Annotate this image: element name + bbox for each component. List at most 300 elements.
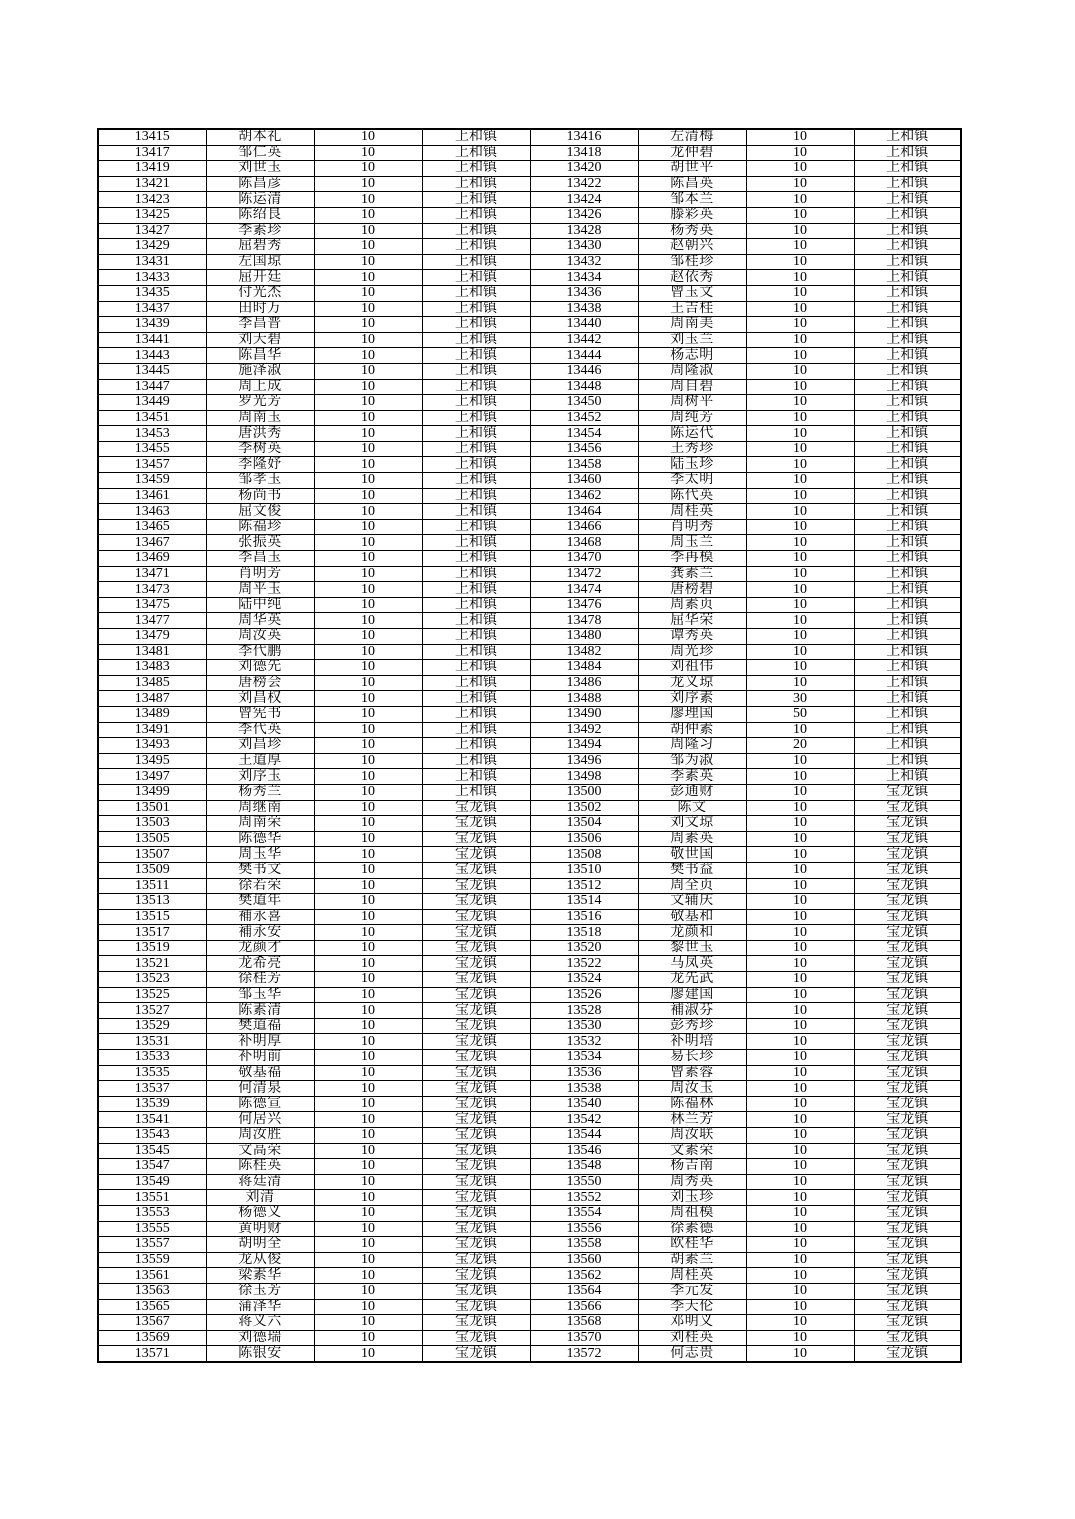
left-id-cell: 13501 — [98, 800, 206, 816]
table-row — [98, 332, 961, 348]
left-id-cell: 13441 — [98, 332, 206, 348]
left-name-cell: 黄明财 — [206, 1221, 314, 1237]
left-name-cell: 龙希亮 — [206, 956, 314, 972]
table-row — [98, 317, 961, 333]
right-name-cell: 周隆淑 — [638, 363, 746, 379]
right-town-cell: 宝龙镇 — [854, 940, 961, 956]
left-id-cell: 13545 — [98, 1143, 206, 1159]
right-id-cell: 13536 — [530, 1065, 638, 1081]
right-town-cell: 上和镇 — [854, 395, 961, 411]
left-town-cell: 宝龙镇 — [422, 1081, 530, 1097]
left-name-cell: 陈银安 — [206, 1346, 314, 1362]
left-amount-cell: 10 — [314, 145, 422, 161]
left-name-cell: 李昌玉 — [206, 551, 314, 567]
left-id-cell: 13521 — [98, 956, 206, 972]
right-name-cell: 周桂英 — [638, 504, 746, 520]
right-id-cell: 13500 — [530, 784, 638, 800]
right-amount-cell: 10 — [746, 800, 854, 816]
right-town-cell: 上和镇 — [854, 722, 961, 738]
right-name-cell: 周纯芳 — [638, 410, 746, 426]
left-name-cell: 補永喜 — [206, 909, 314, 925]
right-id-cell: 13458 — [530, 457, 638, 473]
left-name-cell: 杨尚书 — [206, 488, 314, 504]
table-row — [98, 629, 961, 645]
right-id-cell: 13448 — [530, 379, 638, 395]
table-row — [98, 270, 961, 286]
right-id-cell: 13454 — [530, 426, 638, 442]
left-town-cell: 宝龙镇 — [422, 925, 530, 941]
right-name-cell: 刘桂英 — [638, 1330, 746, 1346]
left-name-cell: 陆中纯 — [206, 597, 314, 613]
right-name-cell: 易长珍 — [638, 1050, 746, 1066]
left-id-cell: 13513 — [98, 894, 206, 910]
table-row — [98, 1003, 961, 1019]
left-amount-cell: 10 — [314, 1081, 422, 1097]
left-town-cell: 上和镇 — [422, 363, 530, 379]
left-town-cell: 宝龙镇 — [422, 1096, 530, 1112]
left-id-cell: 13519 — [98, 940, 206, 956]
left-name-cell: 肖明芳 — [206, 566, 314, 582]
left-amount-cell: 10 — [314, 551, 422, 567]
right-town-cell: 上和镇 — [854, 161, 961, 177]
left-amount-cell: 10 — [314, 566, 422, 582]
left-name-cell: 周南玉 — [206, 410, 314, 426]
right-name-cell: 廖理国 — [638, 706, 746, 722]
right-amount-cell: 10 — [746, 675, 854, 691]
right-town-cell: 宝龙镇 — [854, 1065, 961, 1081]
left-amount-cell: 10 — [314, 1283, 422, 1299]
left-name-cell: 陈昌华 — [206, 348, 314, 364]
left-town-cell: 宝龙镇 — [422, 1065, 530, 1081]
table-row — [98, 660, 961, 676]
left-id-cell: 13427 — [98, 223, 206, 239]
table-row — [98, 1268, 961, 1284]
right-name-cell: 廖建国 — [638, 987, 746, 1003]
left-amount-cell: 10 — [314, 457, 422, 473]
right-amount-cell: 10 — [746, 1034, 854, 1050]
right-amount-cell: 10 — [746, 1252, 854, 1268]
table-row — [98, 956, 961, 972]
left-town-cell: 上和镇 — [422, 566, 530, 582]
right-name-cell: 周隆习 — [638, 738, 746, 754]
table-row — [98, 457, 961, 473]
left-name-cell: 龙颜才 — [206, 940, 314, 956]
right-name-cell: 陆玉珍 — [638, 457, 746, 473]
left-id-cell: 13417 — [98, 145, 206, 161]
right-amount-cell: 10 — [746, 488, 854, 504]
left-amount-cell: 10 — [314, 1268, 422, 1284]
left-id-cell: 13549 — [98, 1174, 206, 1190]
right-name-cell: 補淑芬 — [638, 1003, 746, 1019]
right-name-cell: 李元发 — [638, 1283, 746, 1299]
left-name-cell: 梁素华 — [206, 1268, 314, 1284]
left-id-cell: 13433 — [98, 270, 206, 286]
left-town-cell: 宝龙镇 — [422, 1330, 530, 1346]
left-amount-cell: 10 — [314, 1065, 422, 1081]
right-name-cell: 黎世玉 — [638, 940, 746, 956]
table-row — [98, 161, 961, 177]
right-town-cell: 上和镇 — [854, 207, 961, 223]
right-amount-cell: 10 — [746, 909, 854, 925]
right-town-cell: 上和镇 — [854, 769, 961, 785]
table-row — [98, 691, 961, 707]
left-name-cell: 敬基福 — [206, 1065, 314, 1081]
left-town-cell: 宝龙镇 — [422, 894, 530, 910]
right-id-cell: 13450 — [530, 395, 638, 411]
right-id-cell: 13530 — [530, 1018, 638, 1034]
right-name-cell: 林兰芳 — [638, 1112, 746, 1128]
table-row — [98, 566, 961, 582]
right-name-cell: 屈华荣 — [638, 613, 746, 629]
right-town-cell: 宝龙镇 — [854, 1050, 961, 1066]
right-amount-cell: 20 — [746, 738, 854, 754]
table-row — [98, 223, 961, 239]
left-name-cell: 何清泉 — [206, 1081, 314, 1097]
right-id-cell: 13518 — [530, 925, 638, 941]
right-name-cell: 周素贞 — [638, 597, 746, 613]
table-row — [98, 504, 961, 520]
left-id-cell: 13523 — [98, 972, 206, 988]
right-name-cell: 刘祖伟 — [638, 660, 746, 676]
right-id-cell: 13486 — [530, 675, 638, 691]
right-id-cell: 13524 — [530, 972, 638, 988]
right-town-cell: 宝龙镇 — [854, 1221, 961, 1237]
left-id-cell: 13431 — [98, 254, 206, 270]
left-town-cell: 上和镇 — [422, 784, 530, 800]
right-amount-cell: 10 — [746, 722, 854, 738]
right-town-cell: 上和镇 — [854, 379, 961, 395]
left-name-cell: 唐榜会 — [206, 675, 314, 691]
table-row — [98, 1190, 961, 1206]
left-id-cell: 13535 — [98, 1065, 206, 1081]
left-id-cell: 13455 — [98, 441, 206, 457]
right-name-cell: 邓明义 — [638, 1315, 746, 1331]
left-name-cell: 陈桂英 — [206, 1159, 314, 1175]
left-town-cell: 宝龙镇 — [422, 1299, 530, 1315]
left-town-cell: 上和镇 — [422, 395, 530, 411]
right-id-cell: 13428 — [530, 223, 638, 239]
right-amount-cell: 10 — [746, 972, 854, 988]
right-town-cell: 上和镇 — [854, 613, 961, 629]
right-amount-cell: 10 — [746, 613, 854, 629]
left-amount-cell: 10 — [314, 956, 422, 972]
right-name-cell: 李素英 — [638, 769, 746, 785]
left-town-cell: 上和镇 — [422, 457, 530, 473]
left-town-cell: 上和镇 — [422, 769, 530, 785]
left-name-cell: 屈文俊 — [206, 504, 314, 520]
right-id-cell: 13550 — [530, 1174, 638, 1190]
left-amount-cell: 10 — [314, 1096, 422, 1112]
right-name-cell: 文素荣 — [638, 1143, 746, 1159]
right-town-cell: 宝龙镇 — [854, 925, 961, 941]
right-town-cell: 上和镇 — [854, 519, 961, 535]
left-name-cell: 徐若荣 — [206, 878, 314, 894]
table-row — [98, 1237, 961, 1253]
right-id-cell: 13520 — [530, 940, 638, 956]
right-amount-cell: 10 — [746, 1143, 854, 1159]
table-row — [98, 129, 961, 145]
left-name-cell: 李素珍 — [206, 223, 314, 239]
left-town-cell: 上和镇 — [422, 535, 530, 551]
right-amount-cell: 10 — [746, 878, 854, 894]
left-town-cell: 宝龙镇 — [422, 800, 530, 816]
left-amount-cell: 10 — [314, 332, 422, 348]
right-name-cell: 王秀珍 — [638, 441, 746, 457]
left-town-cell: 宝龙镇 — [422, 1003, 530, 1019]
left-id-cell: 13543 — [98, 1128, 206, 1144]
left-town-cell: 上和镇 — [422, 410, 530, 426]
right-amount-cell: 10 — [746, 940, 854, 956]
right-town-cell: 上和镇 — [854, 753, 961, 769]
left-name-cell: 刘序玉 — [206, 769, 314, 785]
left-town-cell: 上和镇 — [422, 301, 530, 317]
right-town-cell: 上和镇 — [854, 691, 961, 707]
table-row — [98, 722, 961, 738]
left-id-cell: 13449 — [98, 395, 206, 411]
left-name-cell: 付光杰 — [206, 285, 314, 301]
right-name-cell: 周南美 — [638, 317, 746, 333]
table-row — [98, 426, 961, 442]
right-amount-cell: 10 — [746, 332, 854, 348]
right-town-cell: 上和镇 — [854, 239, 961, 255]
left-id-cell: 13571 — [98, 1346, 206, 1362]
left-id-cell: 13457 — [98, 457, 206, 473]
left-amount-cell: 10 — [314, 1112, 422, 1128]
left-town-cell: 上和镇 — [422, 753, 530, 769]
right-id-cell: 13440 — [530, 317, 638, 333]
left-town-cell: 宝龙镇 — [422, 1283, 530, 1299]
left-name-cell: 杨德义 — [206, 1205, 314, 1221]
left-amount-cell: 10 — [314, 1237, 422, 1253]
left-amount-cell: 10 — [314, 192, 422, 208]
right-town-cell: 上和镇 — [854, 738, 961, 754]
table-row — [98, 473, 961, 489]
right-town-cell: 上和镇 — [854, 254, 961, 270]
right-id-cell: 13430 — [530, 239, 638, 255]
left-town-cell: 上和镇 — [422, 441, 530, 457]
left-town-cell: 上和镇 — [422, 223, 530, 239]
left-id-cell: 13463 — [98, 504, 206, 520]
right-name-cell: 刘玉珍 — [638, 1190, 746, 1206]
left-id-cell: 13567 — [98, 1315, 206, 1331]
right-name-cell: 谭秀英 — [638, 629, 746, 645]
left-town-cell: 宝龙镇 — [422, 1346, 530, 1362]
left-name-cell: 蒲泽华 — [206, 1299, 314, 1315]
left-id-cell: 13477 — [98, 613, 206, 629]
table-row — [98, 379, 961, 395]
right-amount-cell: 10 — [746, 987, 854, 1003]
right-town-cell: 上和镇 — [854, 192, 961, 208]
right-id-cell: 13490 — [530, 706, 638, 722]
table-row — [98, 254, 961, 270]
right-town-cell: 宝龙镇 — [854, 1283, 961, 1299]
right-amount-cell: 10 — [746, 1299, 854, 1315]
left-name-cell: 左国琼 — [206, 254, 314, 270]
left-id-cell: 13435 — [98, 285, 206, 301]
left-id-cell: 13419 — [98, 161, 206, 177]
right-id-cell: 13482 — [530, 644, 638, 660]
left-town-cell: 上和镇 — [422, 660, 530, 676]
table-row — [98, 488, 961, 504]
right-amount-cell: 10 — [746, 784, 854, 800]
right-amount-cell: 10 — [746, 862, 854, 878]
right-amount-cell: 10 — [746, 161, 854, 177]
left-amount-cell: 10 — [314, 441, 422, 457]
right-id-cell: 13548 — [530, 1159, 638, 1175]
left-town-cell: 宝龙镇 — [422, 1190, 530, 1206]
donation-table — [97, 128, 962, 1363]
right-amount-cell: 10 — [746, 457, 854, 473]
right-amount-cell: 10 — [746, 956, 854, 972]
left-town-cell: 上和镇 — [422, 161, 530, 177]
left-amount-cell: 10 — [314, 769, 422, 785]
left-id-cell: 13565 — [98, 1299, 206, 1315]
left-town-cell: 宝龙镇 — [422, 878, 530, 894]
right-amount-cell: 10 — [746, 1330, 854, 1346]
left-name-cell: 曾宪书 — [206, 706, 314, 722]
right-amount-cell: 10 — [746, 441, 854, 457]
left-id-cell: 13525 — [98, 987, 206, 1003]
left-id-cell: 13503 — [98, 816, 206, 832]
right-id-cell: 13516 — [530, 909, 638, 925]
right-amount-cell: 10 — [746, 566, 854, 582]
right-amount-cell: 30 — [746, 691, 854, 707]
left-id-cell: 13529 — [98, 1018, 206, 1034]
table-row — [98, 753, 961, 769]
right-town-cell: 上和镇 — [854, 473, 961, 489]
right-amount-cell: 10 — [746, 894, 854, 910]
right-town-cell: 上和镇 — [854, 317, 961, 333]
right-id-cell: 13496 — [530, 753, 638, 769]
right-id-cell: 13572 — [530, 1346, 638, 1362]
right-id-cell: 13474 — [530, 582, 638, 598]
right-id-cell: 13554 — [530, 1205, 638, 1221]
right-town-cell: 宝龙镇 — [854, 1346, 961, 1362]
left-amount-cell: 10 — [314, 363, 422, 379]
left-amount-cell: 10 — [314, 691, 422, 707]
right-amount-cell: 10 — [746, 1237, 854, 1253]
left-name-cell: 陈德华 — [206, 831, 314, 847]
right-id-cell: 13498 — [530, 769, 638, 785]
table-row — [98, 1315, 961, 1331]
right-amount-cell: 10 — [746, 192, 854, 208]
right-town-cell: 上和镇 — [854, 285, 961, 301]
table-row — [98, 239, 961, 255]
table-row — [98, 909, 961, 925]
left-amount-cell: 10 — [314, 831, 422, 847]
right-town-cell: 宝龙镇 — [854, 1081, 961, 1097]
right-town-cell: 宝龙镇 — [854, 1268, 961, 1284]
left-town-cell: 上和镇 — [422, 613, 530, 629]
right-name-cell: 周汝联 — [638, 1128, 746, 1144]
left-town-cell: 宝龙镇 — [422, 972, 530, 988]
right-town-cell: 宝龙镇 — [854, 831, 961, 847]
right-name-cell: 陈文 — [638, 800, 746, 816]
right-town-cell: 上和镇 — [854, 551, 961, 567]
left-town-cell: 宝龙镇 — [422, 1205, 530, 1221]
table-row — [98, 1205, 961, 1221]
left-town-cell: 宝龙镇 — [422, 940, 530, 956]
left-amount-cell: 10 — [314, 129, 422, 145]
left-amount-cell: 10 — [314, 1034, 422, 1050]
right-id-cell: 13532 — [530, 1034, 638, 1050]
right-amount-cell: 10 — [746, 1268, 854, 1284]
right-town-cell: 宝龙镇 — [854, 1205, 961, 1221]
left-id-cell: 13459 — [98, 473, 206, 489]
table-body — [98, 129, 961, 1362]
left-amount-cell: 10 — [314, 1299, 422, 1315]
right-amount-cell: 10 — [746, 1159, 854, 1175]
right-name-cell: 李太明 — [638, 473, 746, 489]
table-row — [98, 784, 961, 800]
left-town-cell: 宝龙镇 — [422, 1174, 530, 1190]
left-town-cell: 上和镇 — [422, 270, 530, 286]
left-town-cell: 上和镇 — [422, 379, 530, 395]
left-amount-cell: 10 — [314, 1174, 422, 1190]
table-row — [98, 348, 961, 364]
left-amount-cell: 10 — [314, 1330, 422, 1346]
left-amount-cell: 10 — [314, 535, 422, 551]
right-name-cell: 李再模 — [638, 551, 746, 567]
table-row — [98, 1034, 961, 1050]
right-amount-cell: 10 — [746, 1190, 854, 1206]
left-amount-cell: 10 — [314, 301, 422, 317]
right-amount-cell: 10 — [746, 379, 854, 395]
left-name-cell: 徐桂芳 — [206, 972, 314, 988]
left-name-cell: 屈碧秀 — [206, 239, 314, 255]
right-name-cell: 胡世平 — [638, 161, 746, 177]
right-name-cell: 龙颜和 — [638, 925, 746, 941]
left-town-cell: 宝龙镇 — [422, 1252, 530, 1268]
left-amount-cell: 10 — [314, 925, 422, 941]
table-row — [98, 176, 961, 192]
left-amount-cell: 10 — [314, 597, 422, 613]
right-id-cell: 13558 — [530, 1237, 638, 1253]
table-row — [98, 1221, 961, 1237]
right-name-cell: 周自碧 — [638, 379, 746, 395]
right-id-cell: 13452 — [530, 410, 638, 426]
right-name-cell: 文辅庆 — [638, 894, 746, 910]
table-row — [98, 1174, 961, 1190]
right-name-cell: 龙仲碧 — [638, 145, 746, 161]
right-id-cell: 13514 — [530, 894, 638, 910]
table-row — [98, 1018, 961, 1034]
table-row — [98, 800, 961, 816]
table-row — [98, 675, 961, 691]
right-name-cell: 刘序素 — [638, 691, 746, 707]
right-id-cell: 13504 — [530, 816, 638, 832]
left-town-cell: 上和镇 — [422, 473, 530, 489]
left-town-cell: 上和镇 — [422, 519, 530, 535]
table-row — [98, 441, 961, 457]
right-name-cell: 胡仲素 — [638, 722, 746, 738]
left-id-cell: 13453 — [98, 426, 206, 442]
left-name-cell: 陈昌彦 — [206, 176, 314, 192]
right-amount-cell: 10 — [746, 1112, 854, 1128]
left-town-cell: 宝龙镇 — [422, 956, 530, 972]
right-name-cell: 肖明秀 — [638, 519, 746, 535]
right-town-cell: 上和镇 — [854, 348, 961, 364]
right-id-cell: 13538 — [530, 1081, 638, 1097]
left-amount-cell: 10 — [314, 1190, 422, 1206]
table-row — [98, 706, 961, 722]
left-name-cell: 邹孝玉 — [206, 473, 314, 489]
left-id-cell: 13443 — [98, 348, 206, 364]
left-town-cell: 上和镇 — [422, 129, 530, 145]
left-id-cell: 13527 — [98, 1003, 206, 1019]
right-amount-cell: 10 — [746, 1003, 854, 1019]
right-amount-cell: 10 — [746, 660, 854, 676]
